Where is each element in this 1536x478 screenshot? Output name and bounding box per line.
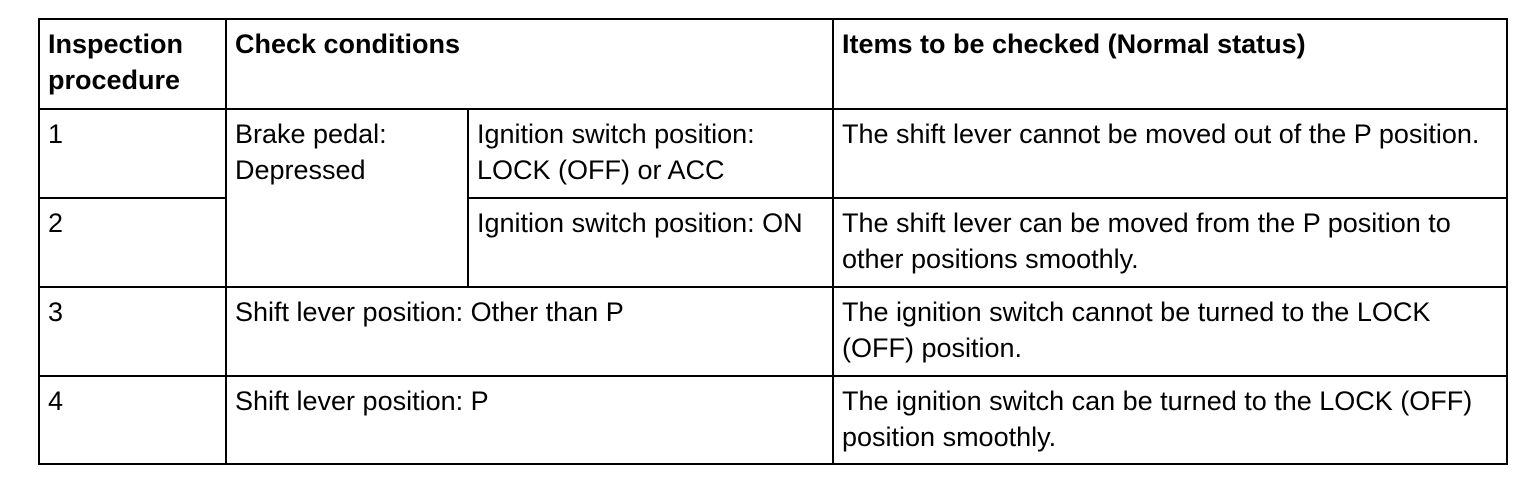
header-inspection-procedure: Inspection procedure (39, 19, 226, 109)
table-header-row (39, 19, 1507, 109)
ignition-switch-condition-cell: Ignition switch position: LOCK (OFF) or ACC (468, 109, 833, 198)
brake-pedal-condition-cell: Brake pedal: Depressed (226, 109, 468, 287)
normal-status-cell: The ignition switch cannot be turned to the LOCK (OFF) position. (833, 287, 1507, 376)
normal-status-cell: The shift lever can be moved from the P position to other positions smoothly. (833, 198, 1507, 287)
inspection-table (38, 18, 1508, 465)
normal-status-cell: The ignition switch can be turned to the LOCK (OFF) position smoothly. (833, 376, 1507, 464)
shift-lever-condition-cell: Shift lever position: Other than P (226, 287, 833, 376)
header-check-conditions: Check conditions (226, 19, 833, 109)
header-items-to-be-checked: Items to be checked (Normal status) (833, 19, 1507, 109)
procedure-number-cell: 2 (39, 198, 226, 287)
procedure-number-cell: 4 (39, 376, 226, 464)
shift-lever-condition-cell: Shift lever position: P (226, 376, 833, 464)
table-row (39, 287, 1507, 376)
procedure-number-cell: 1 (39, 109, 226, 198)
table-row (39, 376, 1507, 464)
normal-status-cell: The shift lever cannot be moved out of the P position. (833, 109, 1507, 198)
procedure-number-cell: 3 (39, 287, 226, 376)
table-row (39, 109, 1507, 198)
ignition-switch-condition-cell: Ignition switch position: ON (468, 198, 833, 287)
